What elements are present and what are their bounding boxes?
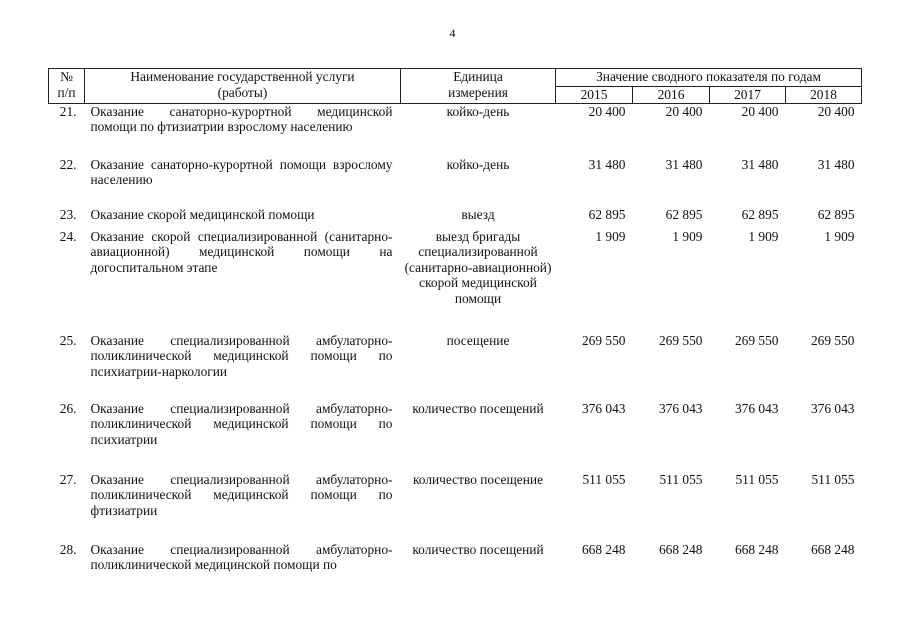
unit-of-measure: выезд бригады специализированной (санитарно-авиационной) скорой медицинской помощи [404,228,552,306]
value-2015: 511 055 [582,471,626,487]
unit-of-measure: количество посещений [412,400,544,416]
value-2017: 269 550 [734,332,779,348]
service-name: Оказание санаторно-курортной помощи взрослому населению [90,156,393,187]
value-2017: 1 909 [748,228,779,244]
unit-of-measure: количество посещений [412,541,544,557]
value-2015: 376 043 [581,400,626,416]
table-row [49,207,862,229]
table-header [49,69,862,104]
value-2016: 668 248 [658,541,703,557]
service-name: Оказание специализированной амбулаторно-поликлинической медицинской помощи по психиатрии [90,400,393,447]
unit-of-measure: койко-день [446,103,510,119]
row-number: 25. [59,332,77,348]
value-2016: 62 895 [665,206,703,222]
header-name [85,69,401,104]
value-2015: 20 400 [588,103,626,119]
header-year-2016: 2016 [633,87,710,104]
value-2016: 20 400 [665,103,703,119]
row-number: 21. [59,103,77,119]
table-row [49,157,862,207]
table-body [49,103,862,582]
value-2016: 376 043 [658,400,703,416]
unit-of-measure: количество посещение [412,471,544,487]
row-number: 22. [59,156,77,172]
value-2017: 31 480 [741,156,779,172]
value-2017: 62 895 [741,206,779,222]
row-number: 23. [59,206,77,222]
unit-of-measure: посещение [446,332,510,348]
value-2017: 668 248 [734,541,779,557]
table-row [49,229,862,333]
header-name-line1: Наименование государственной услуги [130,69,355,84]
value-2018: 269 550 [810,332,855,348]
row-number: 24. [59,228,77,244]
unit-of-measure: койко-день [446,156,510,172]
service-name: Оказание скорой специализированной (санитарно-авиационной) медицинской помощи на догоспитальном этапе [90,228,393,275]
value-2015: 668 248 [581,541,626,557]
header-num-line1: № [60,69,73,84]
value-2017: 511 055 [735,471,779,487]
table-row [49,542,862,582]
header-name-line2: (работы) [217,84,268,100]
value-2018: 62 895 [817,206,855,222]
header-values-group: Значение сводного показателя по годам [556,69,862,87]
table-row [49,333,862,401]
service-name: Оказание санаторно-курортной медицинской помощи по фтизиатрии взрослому населению [90,103,393,134]
value-2015: 62 895 [588,206,626,222]
value-2018: 376 043 [810,400,855,416]
unit-of-measure: выезд [461,206,495,222]
value-2018: 31 480 [817,156,855,172]
header-unit-line2: измерения [448,84,508,100]
header-unit-line1: Единица [453,69,503,84]
value-2015: 1 909 [595,228,626,244]
value-2018: 20 400 [817,103,855,119]
value-2016: 1 909 [672,228,703,244]
header-num [49,69,85,104]
value-2016: 511 055 [659,471,703,487]
value-2017: 20 400 [741,103,779,119]
service-name: Оказание специализированной амбулаторно-поликлинической медицинской помощи по фтизиатрии [90,471,393,518]
value-2016: 269 550 [658,332,703,348]
header-year-2015: 2015 [556,87,633,104]
table-row [49,103,862,157]
value-2015: 31 480 [588,156,626,172]
header-unit [401,69,556,104]
value-2018: 511 055 [811,471,855,487]
header-num-line2: п/п [57,84,76,100]
row-number: 27. [59,471,77,487]
header-year-2018: 2018 [786,87,862,104]
service-name: Оказание скорой медицинской помощи [90,206,315,222]
table-row [49,472,862,542]
row-number: 28. [59,541,77,557]
service-name: Оказание специализированной амбулаторно-поликлинической медицинской помощи по [90,541,393,572]
row-number: 26. [59,400,77,416]
service-name: Оказание специализированной амбулаторно-поликлинической медицинской помощи по психиатрии-наркологии [90,332,393,379]
page-number: 4 [449,26,456,40]
value-2016: 31 480 [665,156,703,172]
services-table [48,68,862,582]
value-2018: 1 909 [824,228,855,244]
value-2015: 269 550 [581,332,626,348]
table-row [49,401,862,472]
value-2017: 376 043 [734,400,779,416]
value-2018: 668 248 [810,541,855,557]
header-year-2017: 2017 [710,87,786,104]
